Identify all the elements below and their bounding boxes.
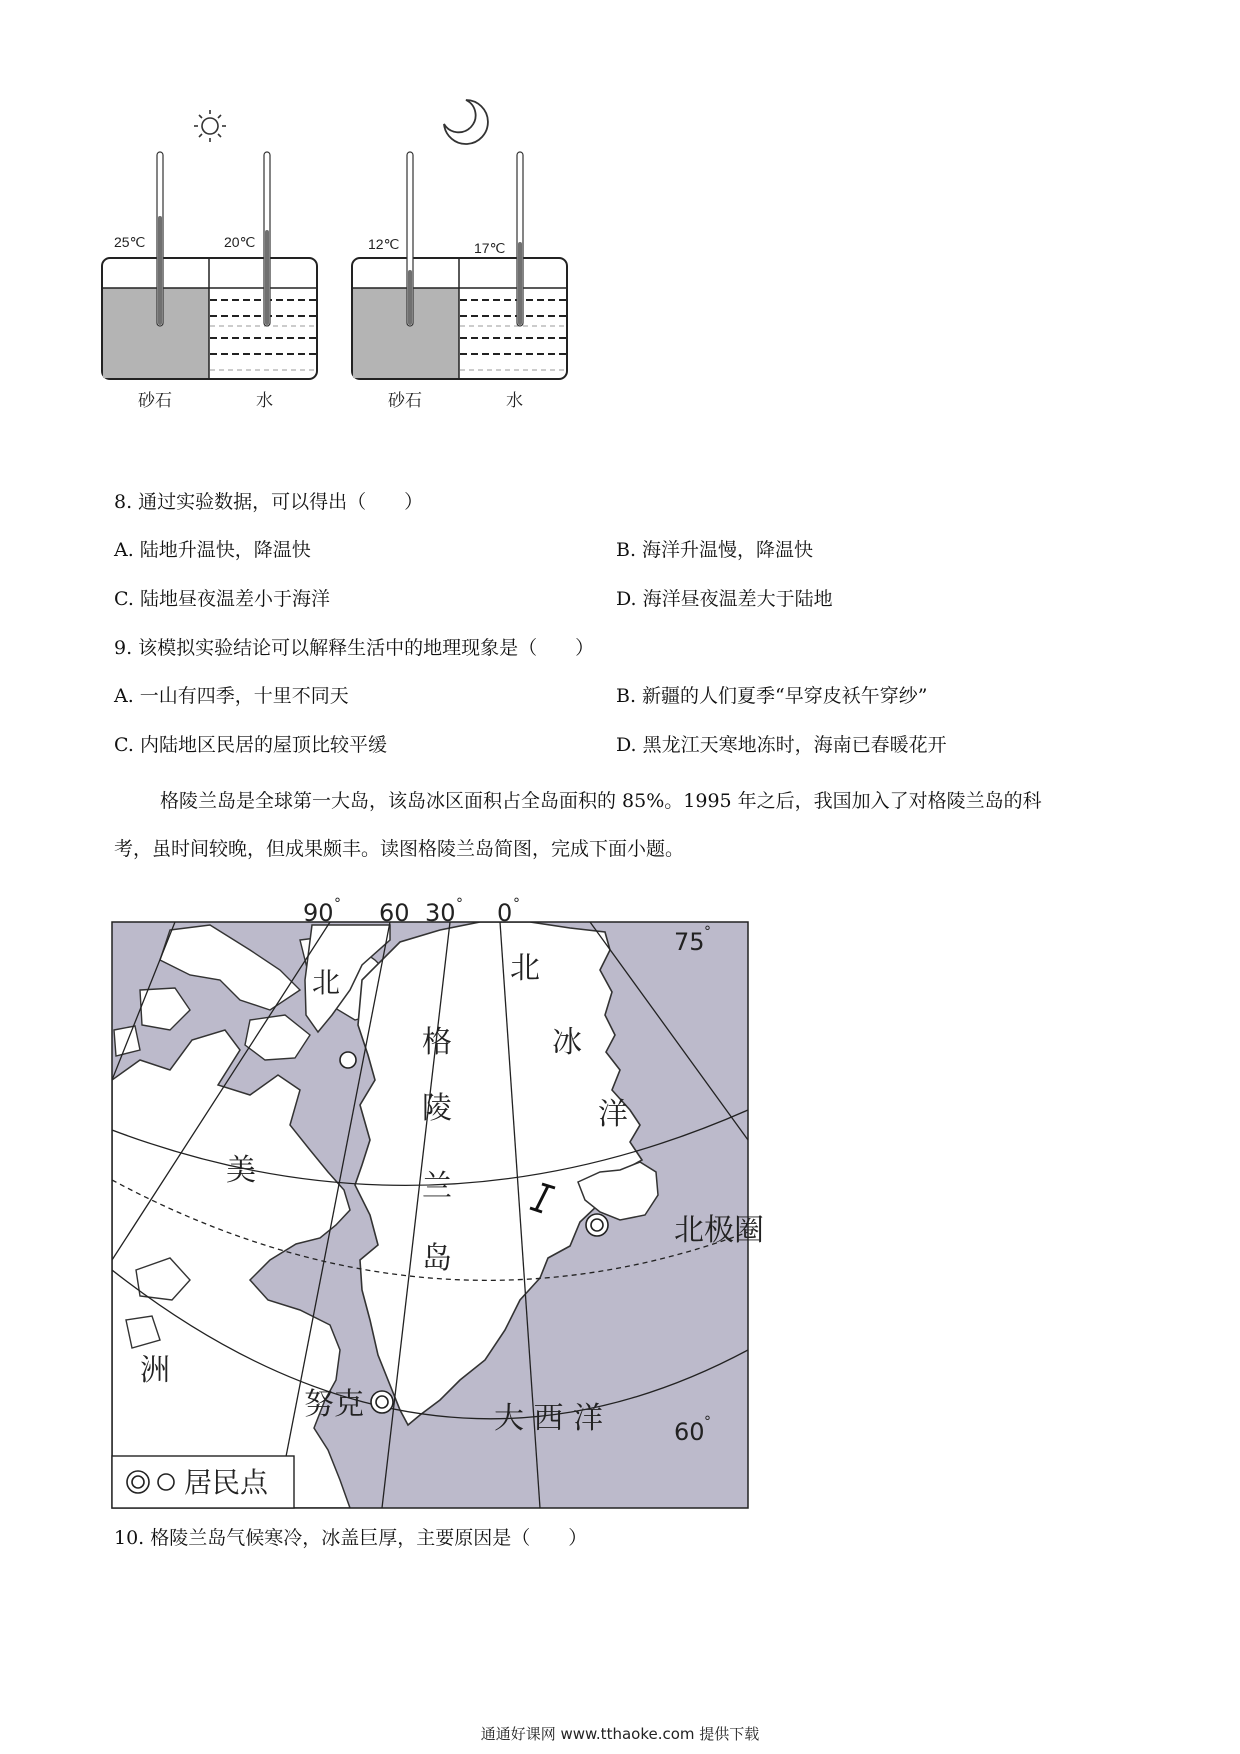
lat-60-label: 60 — [674, 1418, 705, 1446]
night-sand-label: 砂石 — [388, 391, 422, 411]
lon-30-degree: ° — [456, 896, 463, 912]
q9-stem: 9. 该模拟实验结论可以解释生活中的地理现象是（ ） — [114, 637, 595, 659]
arctic-ocean-char-3: 洋 — [598, 1097, 628, 1132]
arctic-ocean-char-1: 北 — [510, 951, 540, 986]
greenland-char-3: 兰 — [422, 1169, 452, 1204]
q9-option-b[interactable]: B. 新疆的人们夏季“早穿皮袄午穿纱” — [616, 685, 928, 707]
q9-option-d[interactable]: D. 黑龙江天寒地冻时，海南已春暖花开 — [616, 734, 947, 756]
passage-line-1: 格陵兰岛是全球第一大岛，该岛冰区面积占全岛面积的 85%。1995 年之后，我国加入了对格陵兰岛的科 — [160, 790, 1042, 812]
q10-stem: 10. 格陵兰岛气候寒冷，冰盖巨厚，主要原因是（ ） — [114, 1527, 588, 1549]
america-char-2: 洲 — [140, 1353, 170, 1388]
night-water-label: 水 — [506, 391, 523, 411]
lon-60-label: 60 — [379, 899, 410, 927]
lon-0-label: 0 — [497, 899, 513, 927]
settlement-nuuk — [371, 1391, 393, 1413]
q8-option-a[interactable]: A. 陆地升温快，降温快 — [114, 539, 311, 561]
q8-option-c[interactable]: C. 陆地昼夜温差小于海洋 — [114, 588, 330, 610]
sun-icon — [194, 110, 226, 142]
atlantic-label: 大 西 洋 — [494, 1401, 604, 1436]
moon-icon — [444, 100, 488, 144]
day-sand-temp: 25℃ — [114, 234, 146, 250]
q8-option-d[interactable]: D. 海洋昼夜温差大于陆地 — [616, 588, 833, 610]
day-sand-label: 砂石 — [138, 391, 172, 411]
america-char-1: 美 — [226, 1153, 256, 1188]
day-container — [102, 152, 317, 379]
footer-text: 通通好课网 www.tthaoke.com 提供下载 — [480, 1725, 760, 1743]
greenland-char-1: 格 — [422, 1025, 452, 1060]
settlement-dot — [340, 1052, 356, 1068]
greenland-map-svg — [100, 880, 880, 1520]
q9-option-c[interactable]: C. 内陆地区民居的屋顶比较平缓 — [114, 734, 387, 756]
day-water-temp: 20℃ — [224, 234, 256, 250]
nuuk-label: 努克 — [304, 1387, 364, 1422]
lon-30-label: 30 — [425, 899, 456, 927]
arctic-circle-label: 北极圈 — [674, 1213, 764, 1248]
greenland-char-2: 陵 — [422, 1091, 452, 1126]
passage-line-2: 考，虽时间较晚，但成果颇丰。读图格陵兰岛简图，完成下面小题。 — [114, 838, 685, 860]
lon-90-degree: ° — [334, 896, 341, 912]
q8-option-b[interactable]: B. 海洋升温慢，降温快 — [616, 539, 814, 561]
arctic-ocean-char-2: 冰 — [552, 1025, 582, 1060]
experiment-figure — [100, 90, 580, 460]
greenland-map — [100, 880, 880, 1520]
greenland-char-4: 岛 — [422, 1241, 452, 1276]
lat-60-degree: ° — [704, 1414, 711, 1430]
q9-option-a[interactable]: A. 一山有四季，十里不同天 — [114, 685, 349, 707]
settlement-reykjavik — [586, 1214, 608, 1236]
night-water-temp: 17℃ — [474, 240, 506, 256]
lon-0-degree: ° — [513, 896, 520, 912]
lat-75-degree: ° — [704, 924, 711, 940]
day-water-label: 水 — [256, 391, 273, 411]
lat-75-label: 75 — [674, 928, 705, 956]
night-container — [352, 152, 567, 379]
night-sand-temp: 12℃ — [368, 236, 400, 252]
north-label: 北 — [312, 966, 341, 999]
q8-stem: 8. 通过实验数据，可以得出（ ） — [114, 491, 424, 513]
lon-90-label: 90 — [303, 899, 334, 927]
legend-label: 居民点 — [184, 1466, 269, 1499]
